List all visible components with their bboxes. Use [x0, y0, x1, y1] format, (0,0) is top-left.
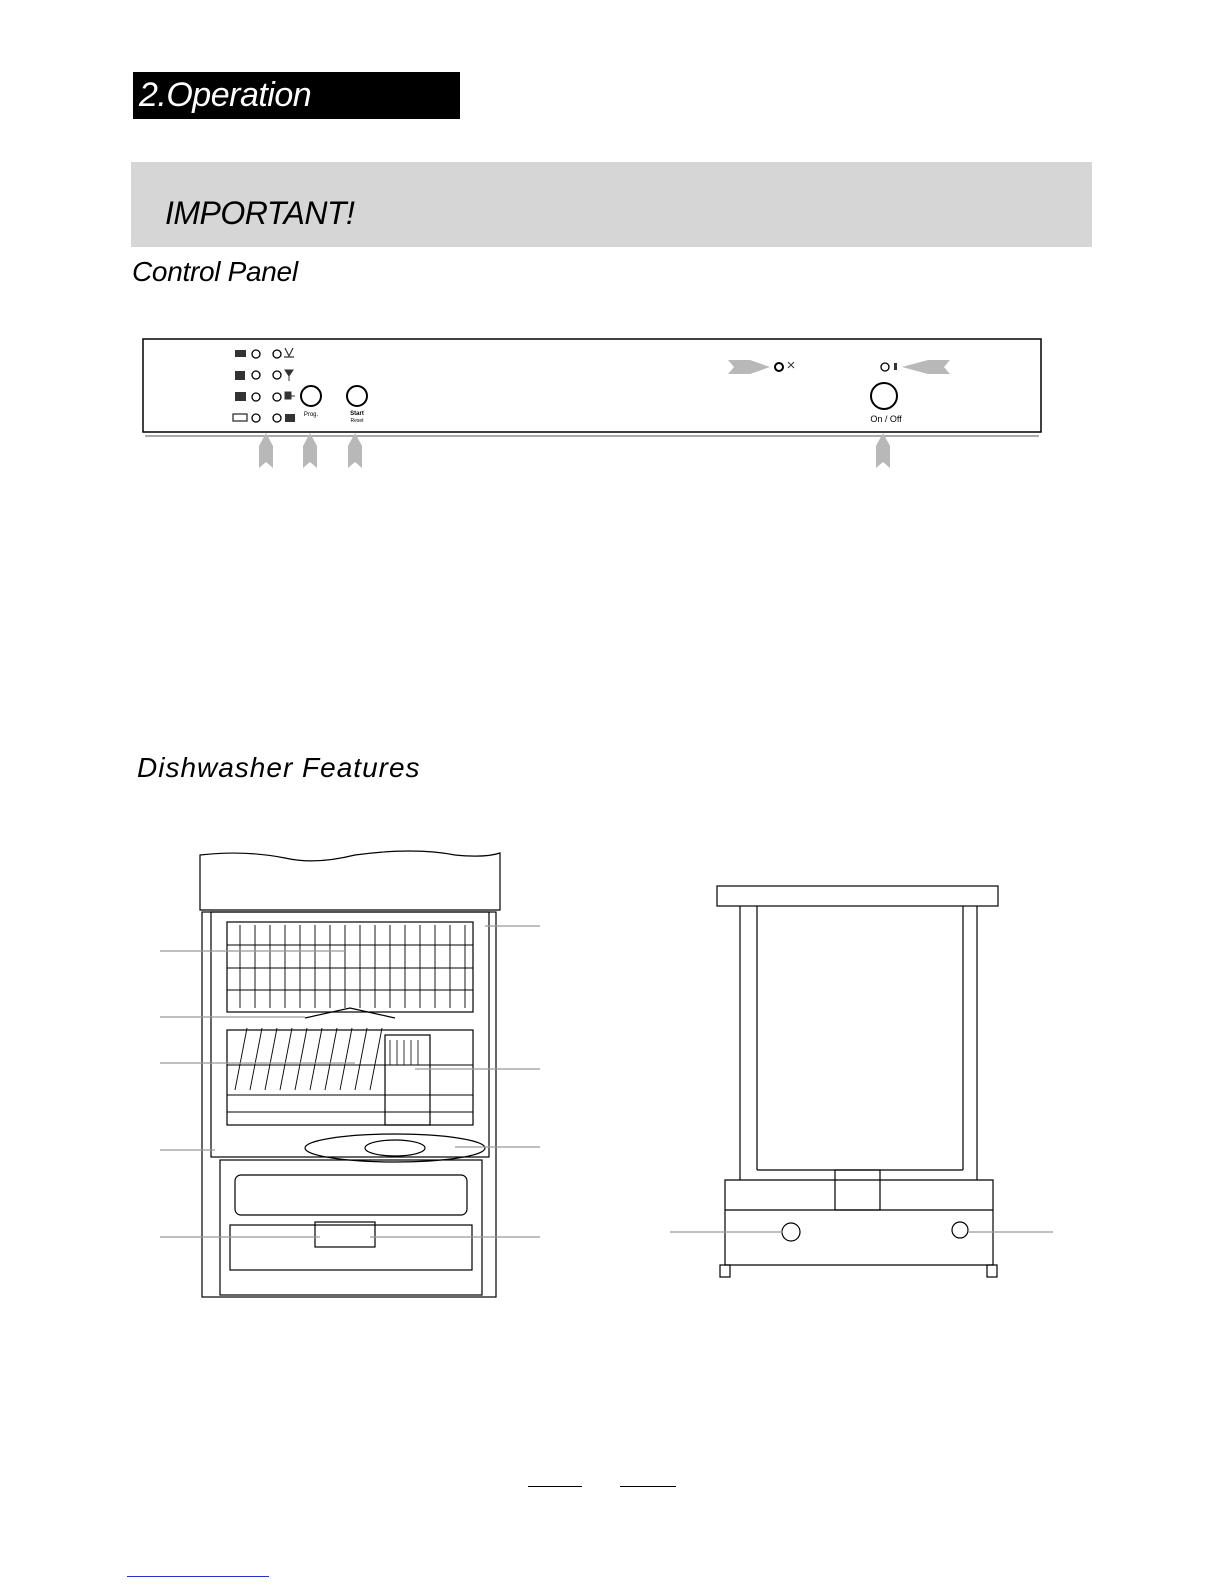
dishwasher-rear-view	[665, 880, 1065, 1300]
power-indicator-icon	[894, 363, 897, 370]
arrow-power	[876, 433, 890, 468]
power-button-label: On / Off	[870, 414, 902, 424]
rear-base	[725, 1180, 993, 1265]
foot-right	[987, 1265, 997, 1277]
worktop	[200, 851, 500, 910]
start-reset-button[interactable]	[347, 386, 367, 406]
cutlery-basket	[385, 1035, 430, 1125]
control-panel-heading: Control Panel	[132, 256, 298, 287]
rear-center-block	[835, 1170, 880, 1210]
inlet-connector	[782, 1223, 800, 1241]
door-inner-panel	[235, 1175, 467, 1215]
dishwasher-front-view	[155, 850, 555, 1320]
tub-outline	[211, 912, 489, 1157]
program-button[interactable]	[301, 386, 321, 406]
rear-top-panel	[717, 886, 998, 906]
upper-spray-arm	[305, 1008, 395, 1018]
front-callout-lines	[160, 926, 540, 1237]
foot-left	[720, 1265, 730, 1277]
drain-connector	[952, 1222, 968, 1238]
features-heading: Dishwasher Features	[137, 752, 421, 783]
control-panel-diagram	[130, 330, 1050, 480]
program-button-label: Prog.	[303, 412, 319, 418]
footer-rule-left	[528, 1486, 582, 1487]
filter	[365, 1140, 425, 1156]
footer-link-underline	[127, 1576, 269, 1577]
lower-rack	[227, 1030, 473, 1125]
start-label: Start	[350, 411, 364, 417]
door	[220, 1160, 482, 1295]
arrow-program	[303, 433, 317, 468]
lower-spray-arm	[305, 1134, 485, 1162]
power-button[interactable]	[871, 383, 897, 409]
eco-icon	[235, 392, 246, 401]
dry-icon	[285, 414, 295, 422]
footer-rule-right	[620, 1486, 676, 1487]
lower-rack-tines	[227, 1028, 473, 1112]
important-label: IMPORTANT!	[165, 195, 355, 231]
upper-rack	[227, 922, 473, 1012]
detergent-dispenser	[315, 1222, 375, 1247]
cabinet-outline	[202, 912, 496, 1297]
arrow-indicators	[259, 433, 273, 468]
reset-label: Reset	[350, 418, 364, 424]
intensive-icon	[235, 350, 246, 357]
normal-icon	[235, 371, 245, 380]
arrow-start-reset	[348, 433, 362, 468]
upper-rack-wires	[227, 925, 473, 1008]
section-title: 2.Operation Instruction	[133, 72, 460, 119]
panel-outline	[143, 339, 1041, 432]
